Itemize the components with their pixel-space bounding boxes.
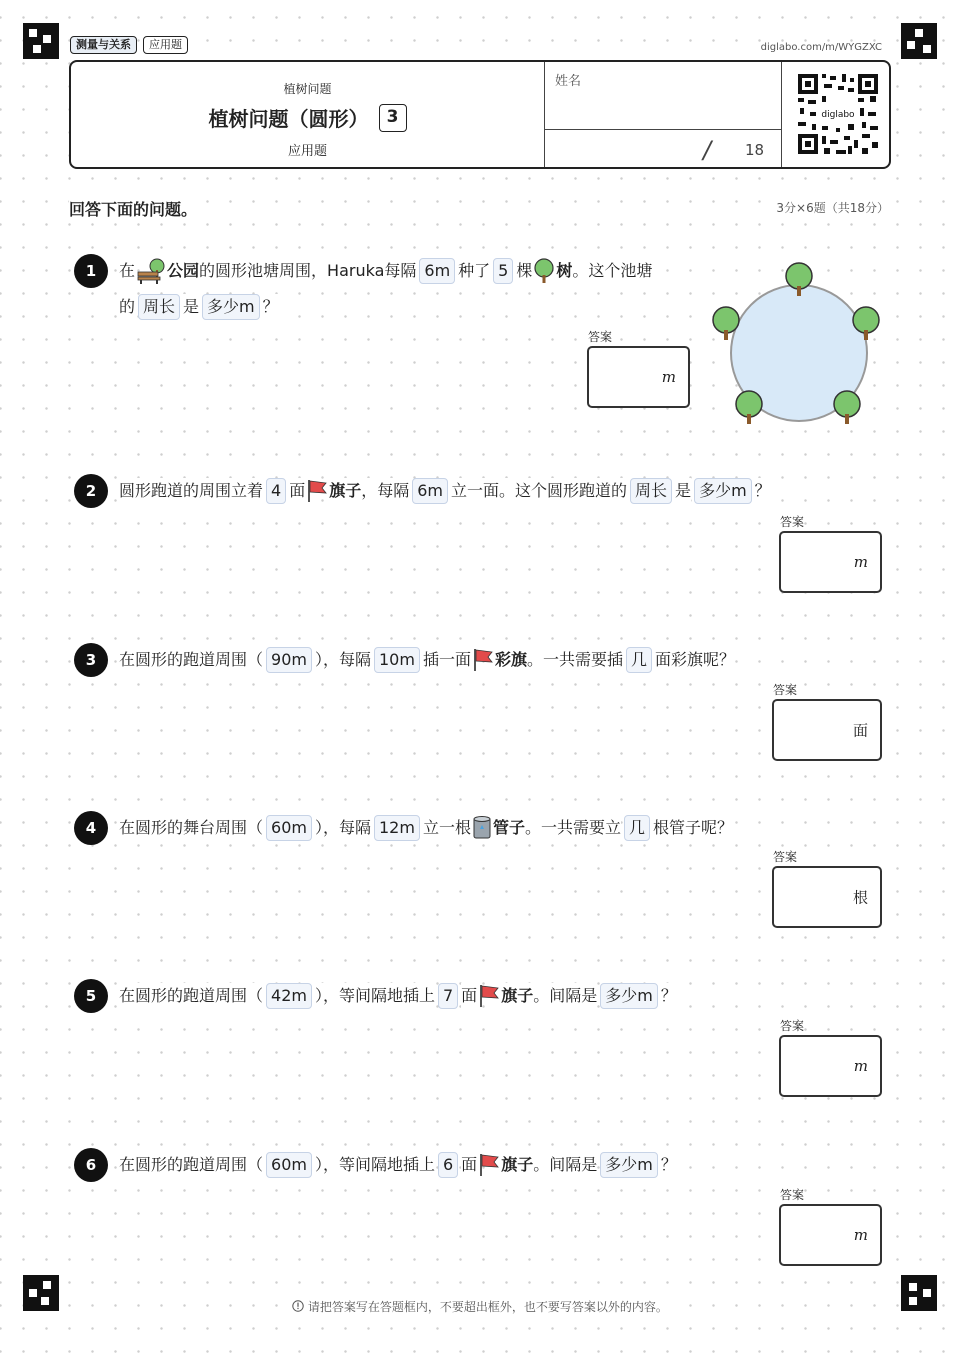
worksheet-header	[69, 60, 891, 169]
unit-label: m	[853, 1057, 868, 1075]
worksheet-title	[71, 103, 544, 132]
score-slash: /	[703, 136, 712, 164]
question-number: 6	[74, 1148, 108, 1182]
answer-box-1[interactable]	[587, 346, 690, 408]
answer-label: 答案	[588, 330, 613, 344]
value-box: 6m	[412, 478, 448, 504]
value-box: 6	[438, 1152, 458, 1178]
unit-label: m	[853, 553, 868, 571]
unit-label: m	[661, 368, 676, 386]
worksheet-number: 3	[379, 104, 407, 132]
term-box: 周长	[630, 478, 672, 504]
question-3: 在圆形的跑道周围（ 90m ），每隔 10m 插一面 彩旗 。一共需要插 几 面彩旗呢？	[119, 647, 735, 673]
question-number: 2	[74, 474, 108, 508]
answer-box-6[interactable]	[779, 1204, 882, 1266]
name-label: 姓名	[555, 74, 582, 89]
value-box: 42m	[266, 983, 312, 1009]
question-number: 1	[74, 254, 108, 288]
corner-marker-top-left	[23, 23, 59, 59]
question-number: 4	[74, 811, 108, 845]
question-box: 多少m	[202, 294, 260, 320]
unit-label: m	[853, 1226, 868, 1244]
flag-icon	[472, 648, 494, 672]
flag-icon	[306, 479, 328, 503]
value-box: 7	[438, 983, 458, 1009]
question-number: 5	[74, 979, 108, 1013]
qr-block	[781, 62, 891, 167]
value-box: 6m	[419, 258, 455, 284]
question-1-line-1: 在 公园 的圆形池塘周围，Haruka每隔 6m 种了 5 棵 树 。这个池塘	[119, 258, 652, 284]
name-field[interactable]	[545, 62, 781, 130]
term-box: 周长	[138, 294, 180, 320]
value-box: 60m	[266, 815, 312, 841]
question-box: 几	[624, 815, 650, 841]
pond-illustration	[706, 258, 886, 428]
tree-icon	[533, 258, 555, 284]
points-info: 3分×6题（共18分）	[776, 201, 889, 215]
value-box: 4	[266, 478, 286, 504]
corner-marker-top-right	[901, 23, 937, 59]
instruction: 回答下面的问题。	[69, 197, 197, 220]
answer-box-5[interactable]	[779, 1035, 882, 1097]
question-2: 圆形跑道的周围立着 4 面 旗子 ，每隔 6m 立一面。这个圆形跑道的 周长 是 多少m ？	[119, 478, 771, 504]
answer-label: 答案	[780, 1019, 805, 1033]
answer-label: 答案	[780, 515, 805, 529]
question-number: 3	[74, 643, 108, 677]
site-url: diglabo.com/m/WYGZXC	[760, 42, 882, 53]
qr-label: diglabo	[821, 110, 855, 120]
score-total: 18	[745, 141, 765, 159]
info-icon	[292, 1300, 304, 1312]
footer-note	[0, 1298, 960, 1315]
question-6: 在圆形的跑道周围（ 60m ），等间隔地插上 6 面 旗子 。间隔是 多少m ？	[119, 1152, 677, 1178]
value-box: 60m	[266, 1152, 312, 1178]
value-box: 10m	[374, 647, 420, 673]
unit-label: 根	[852, 888, 868, 907]
answer-label: 答案	[773, 683, 798, 697]
title-block	[71, 62, 545, 167]
qr-code-icon	[796, 72, 880, 156]
worksheet-subtitle: 植树问题	[283, 82, 332, 96]
answer-label: 答案	[773, 850, 798, 864]
score-field[interactable]	[545, 130, 781, 169]
footer-text: 请把答案写在答题框内，不要超出框外，也不要写答案以外的内容。	[307, 1300, 668, 1314]
answer-box-4[interactable]	[772, 866, 882, 928]
category-tag: 测量与关系	[70, 36, 137, 54]
pipe-icon	[472, 815, 492, 841]
unit-label: 面	[852, 721, 868, 740]
question-4: 在圆形的舞台周围（ 60m ），每隔 12m 立一根 管子 。一共需要立 几 根管子呢？	[119, 815, 733, 841]
park-bench-icon	[136, 258, 166, 284]
answer-box-3[interactable]	[772, 699, 882, 761]
question-box: 多少m	[600, 983, 658, 1009]
question-box: 多少m	[600, 1152, 658, 1178]
tree-icon	[834, 391, 860, 424]
question-box: 多少m	[694, 478, 752, 504]
flag-icon	[478, 984, 500, 1008]
question-1-line-2: 的 周长 是 多少m ？	[119, 294, 279, 320]
value-box: 5	[493, 258, 513, 284]
flag-icon	[478, 1153, 500, 1177]
question-box: 几	[626, 647, 652, 673]
answer-box-2[interactable]	[779, 531, 882, 593]
question-5: 在圆形的跑道周围（ 42m ），等间隔地插上 7 面 旗子 。间隔是 多少m ？	[119, 983, 677, 1009]
title-text: 植树问题（圆形）	[208, 107, 369, 131]
value-box: 90m	[266, 647, 312, 673]
answer-label: 答案	[780, 1188, 805, 1202]
worksheet-type: 应用题	[287, 144, 327, 159]
value-box: 12m	[374, 815, 420, 841]
tree-icon	[736, 391, 762, 424]
type-tag: 应用题	[143, 36, 188, 54]
category-tags	[70, 36, 188, 54]
